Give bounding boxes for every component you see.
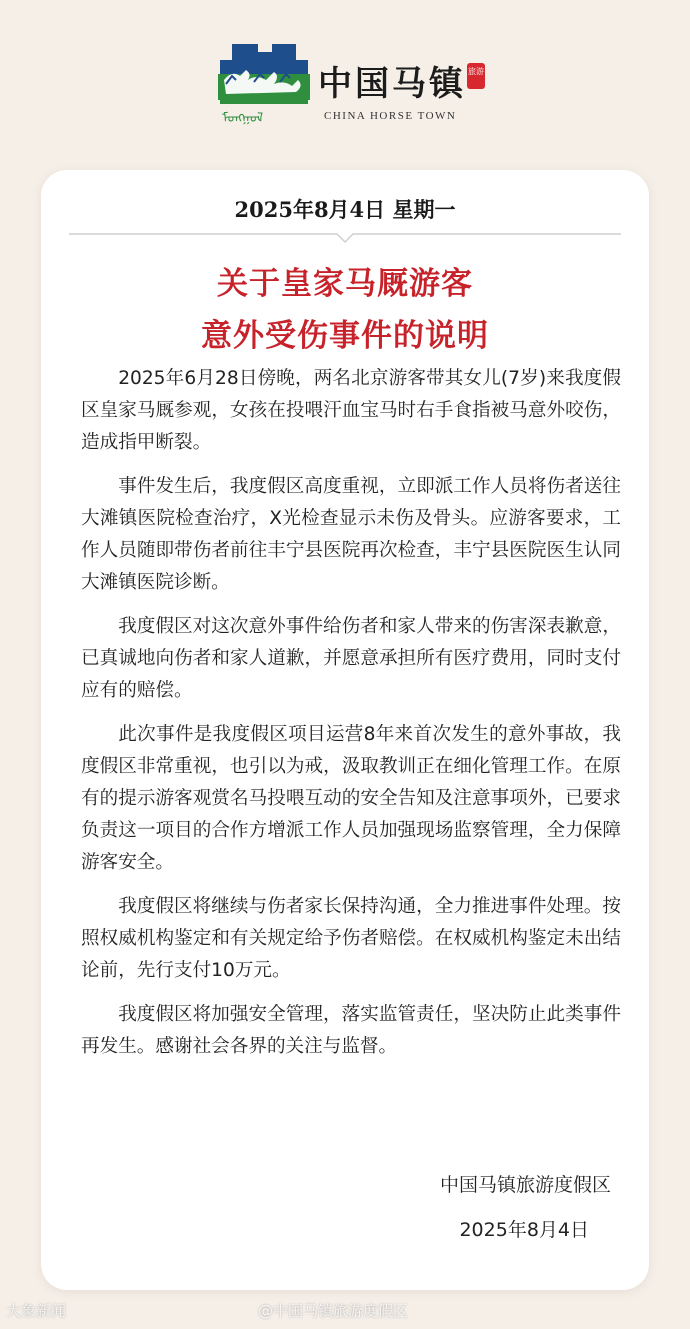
notice-date-line: 2025年8月4日 星期一	[234, 197, 456, 222]
paragraph: 此次事件是我度假区项目运营8年来首次发生的意外事故，我度假区非常重视，也引以为戒，汲取教训正在细化管理工作。在原有的提示游客观赏名马投喂互动的安全告知及注意事项外，已要求负责这一项目的合作方增派工作人员加强现场监察管理，全力保障游客安全。	[81, 724, 621, 873]
paragraph: 我度假区将加强安全管理，落实监管责任，坚决防止此类事件再发生。感谢社会各界的关注与监督。	[81, 1004, 621, 1057]
paragraph: 我度假区将继续与伤者家长保持沟通，全力推进事件处理。按照权威机构鉴定和有关规定给予伤者赔偿。在权威机构鉴定未出结论前，先行支付10万元。	[81, 896, 621, 981]
brand-name-en: CHINA HORSE TOWN	[324, 110, 457, 122]
watermark-left: 大象新闻	[6, 1302, 67, 1320]
seal-text: 旅游	[468, 67, 484, 76]
paragraph: 2025年6月28日傍晚，两名北京游客带其女儿(7岁)来我度假区皇家马厩参观，女孩在投喂汗血宝马时右手食指被马意外咬伤，造成指甲断裂。	[81, 368, 621, 453]
notice-card	[41, 170, 649, 1290]
red-seal-icon	[466, 62, 486, 90]
logo	[214, 38, 484, 138]
signature-organization: 中国马镇旅游度假区	[439, 1174, 611, 1196]
divider-with-notch	[69, 230, 621, 246]
watermark-right: @中国马镇旅游度假区	[258, 1302, 409, 1320]
notice-title-line-1: 关于皇家马厩游客	[217, 266, 473, 302]
horse-logo-icon	[214, 38, 314, 134]
mongolian-script-text: ᠮᠣᠩᠭᠣᠯ	[222, 111, 264, 126]
signature-date: 2025年8月4日	[459, 1219, 589, 1241]
notice-title-line-2: 意外受伤事件的说明	[201, 318, 489, 354]
brand-name-cn: 中国马镇	[318, 64, 466, 104]
notice-body	[81, 363, 621, 1075]
paragraph: 事件发生后，我度假区高度重视，立即派工作人员将伤者送往大滩镇医院检查治疗，X光检查显示未伤及骨头。应游客要求，工作人员随即带伤者前往丰宁县医院再次检查，丰宁县医院医生认同大滩镇医院诊断。	[81, 476, 621, 593]
paragraph: 我度假区对这次意外事件给伤者和家人带来的伤害深表歉意，已真诚地向伤者和家人道歉，并愿意承担所有医疗费用，同时支付应有的赔偿。	[81, 616, 621, 701]
